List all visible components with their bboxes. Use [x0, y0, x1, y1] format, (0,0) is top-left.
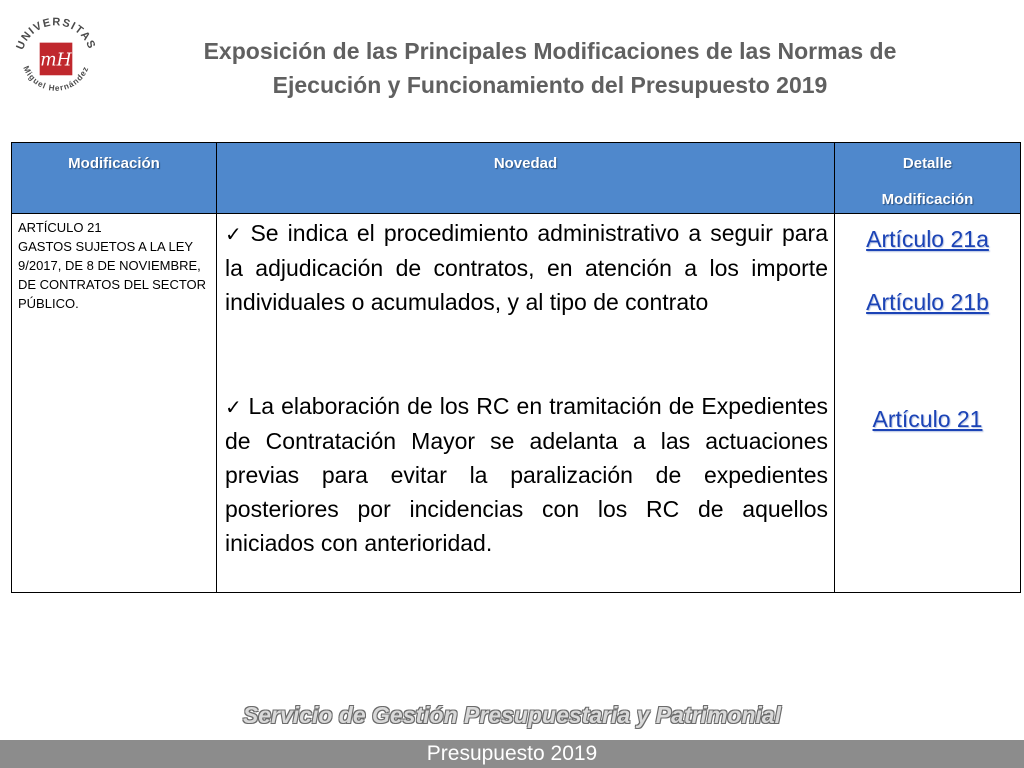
novedad-bullet-text: La elaboración de los RC en tramitación de Expedientes de Contratación Mayor se adelanta a las actuaciones previas para evitar la paralización de expedientes posteriores por incidencias con los RC de aquellos iniciados con anterioridad. — [225, 393, 828, 556]
modificacion-description: GASTOS SUJETOS A LA LEY 9/2017, DE 8 DE NOVIEMBRE, DE CONTRATOS DEL SECTOR PÚBLICO. — [18, 239, 207, 311]
logo-text-bottom: Miguel Hernández — [21, 64, 91, 93]
page-title-line2: Ejecución y Funcionamiento del Presupuesto 2019 — [272, 72, 828, 98]
table-header-row — [12, 143, 1021, 214]
header-detalle — [835, 143, 1021, 214]
modifications-table — [11, 142, 1021, 593]
university-logo — [8, 10, 104, 106]
logo-monogram: mH — [40, 50, 72, 71]
header-modificacion — [12, 143, 217, 214]
page-title — [120, 34, 980, 102]
checkmark-icon: ✓ — [225, 222, 245, 246]
header-detalle-sublabel: Modificación — [881, 191, 974, 208]
cell-modificacion — [12, 214, 217, 593]
novedad-bullet — [225, 216, 828, 319]
table-row — [12, 214, 1021, 593]
header-modificacion-label: Modificación — [68, 155, 160, 172]
footer-bar — [0, 740, 1024, 768]
header-novedad — [217, 143, 835, 214]
cell-detalle — [835, 214, 1021, 593]
link-articulo-21b[interactable]: Artículo 21b — [866, 289, 989, 315]
logo-text-top: UNIVERSITAS — [14, 16, 98, 52]
novedad-bullet-text: Se indica el procedimiento administrativo a seguir para la adjudicación de contratos, en atención a los importe individuales o acumulados, y al tipo de contrato — [225, 220, 828, 315]
modificacion-article: ARTÍCULO 21 — [18, 220, 102, 235]
header-detalle-label: Detalle — [902, 155, 953, 172]
cell-novedad — [217, 214, 835, 593]
header-novedad-label: Novedad — [493, 155, 558, 172]
link-articulo-21a[interactable]: Artículo 21a — [866, 226, 989, 252]
checkmark-icon: ✓ — [225, 395, 243, 419]
footer-year-label: Presupuesto 2019 — [426, 742, 598, 765]
novedad-bullet — [225, 389, 828, 560]
link-articulo-21[interactable]: Artículo 21 — [872, 406, 983, 432]
footer-service-name: Servicio de Gestión Presupuestaria y Patrimonial — [242, 702, 782, 728]
page-title-line1: Exposición de las Principales Modificaciones de las Normas de — [203, 38, 897, 64]
